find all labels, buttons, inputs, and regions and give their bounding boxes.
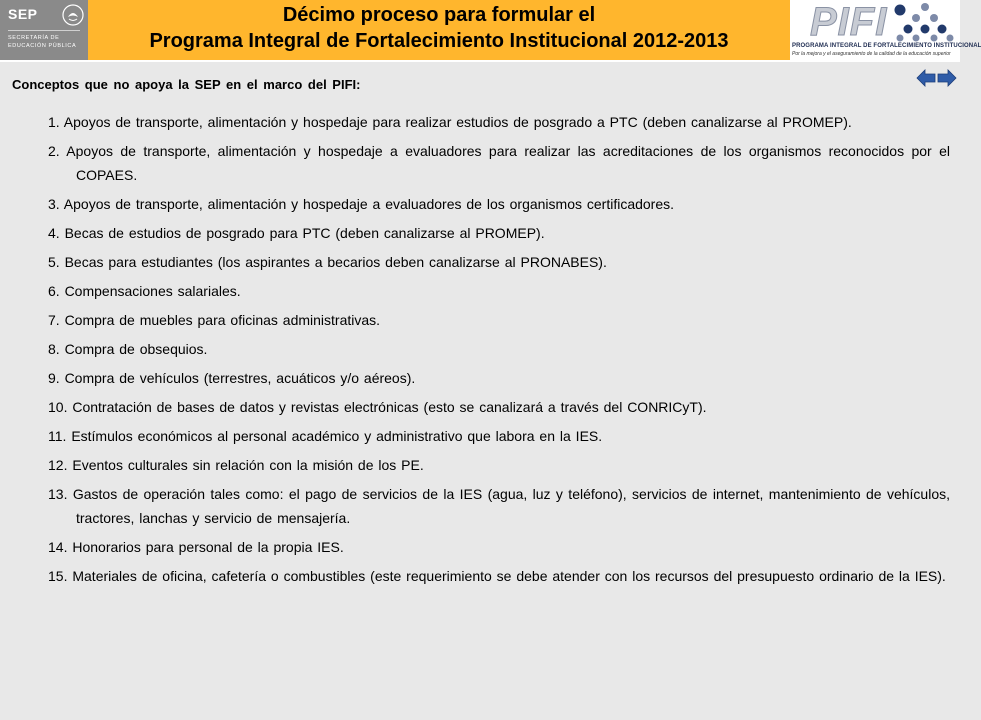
list-item: 12. Eventos culturales sin relación con la misión de los PE. bbox=[48, 457, 424, 473]
list-item: 13. Gastos de operación tales como: el pago de servicios de la IES (agua, luz y teléfono), servicios de internet, mantenimiento de vehículos, tractores, lanchas y servicio de mensajería. bbox=[48, 486, 950, 526]
pifi-logo-tagline: Por la mejora y el aseguramiento de la calidad de la educación superior bbox=[792, 51, 951, 57]
concept-list bbox=[48, 110, 950, 593]
list-item: 1. Apoyos de transporte, alimentación y hospedaje para realizar estudios de posgrado a PTC (deben canalizarse al PROMEP). bbox=[48, 114, 852, 130]
pifi-logo bbox=[790, 0, 981, 62]
sep-logo-word: SEP bbox=[8, 6, 38, 22]
list-item: 4. Becas de estudios de posgrado para PTC (deben canalizarse al PROMEP). bbox=[48, 225, 545, 241]
sep-logo bbox=[0, 0, 88, 60]
header bbox=[0, 0, 981, 62]
section-subtitle: Conceptos que no apoya la SEP en el marco del PIFI: bbox=[12, 77, 361, 92]
list-item: 7. Compra de muebles para oficinas administrativas. bbox=[48, 312, 381, 328]
pifi-logo-word: PIFI bbox=[810, 0, 888, 44]
navigation-arrows bbox=[916, 68, 958, 88]
list-item: 5. Becas para estudiantes (los aspirantes a becarios deben canalizarse al PRONABES). bbox=[48, 254, 607, 270]
pifi-dots-icon bbox=[894, 2, 956, 42]
list-item: 15. Materiales de oficina, cafetería o combustibles (este requerimiento se debe atender con los recursos del presupuesto ordinario de la IES). bbox=[48, 568, 946, 584]
mexico-seal-icon bbox=[61, 3, 85, 27]
list-item: 11. Estímulos económicos al personal académico y administrativo que labora en la IES. bbox=[48, 428, 603, 444]
list-item: 8. Compra de obsequios. bbox=[48, 341, 208, 357]
list-item: 9. Compra de vehículos (terrestres, acuáticos y/o aéreos). bbox=[48, 370, 416, 386]
arrow-left-icon[interactable] bbox=[916, 68, 936, 88]
title-bar bbox=[88, 0, 790, 60]
sep-logo-line2: EDUCACIÓN PÚBLICA bbox=[8, 43, 77, 49]
pifi-logo-name: PROGRAMA INTEGRAL DE FORTALECIMIENTO INSTITUCIONAL bbox=[792, 43, 981, 49]
list-item: 10. Contratación de bases de datos y revistas electrónicas (esto se canalizará a través del CONRICyT). bbox=[48, 399, 707, 415]
list-item: 14. Honorarios para personal de la propia IES. bbox=[48, 539, 344, 555]
list-item: 3. Apoyos de transporte, alimentación y hospedaje a evaluadores de los organismos certificadores. bbox=[48, 196, 675, 212]
sep-logo-divider bbox=[8, 30, 80, 31]
page-title-line2: Programa Integral de Fortalecimiento Institucional 2012-2013 bbox=[149, 30, 729, 52]
list-item: 2. Apoyos de transporte, alimentación y hospedaje a evaluadores para realizar las acreditaciones de los organismos reconocidos por el COPAES. bbox=[48, 143, 950, 183]
list-item: 6. Compensaciones salariales. bbox=[48, 283, 241, 299]
page-title-line1: Décimo proceso para formular el bbox=[282, 4, 596, 26]
arrow-right-icon[interactable] bbox=[937, 68, 957, 88]
sep-logo-line1: SECRETARÍA DE bbox=[8, 35, 60, 41]
